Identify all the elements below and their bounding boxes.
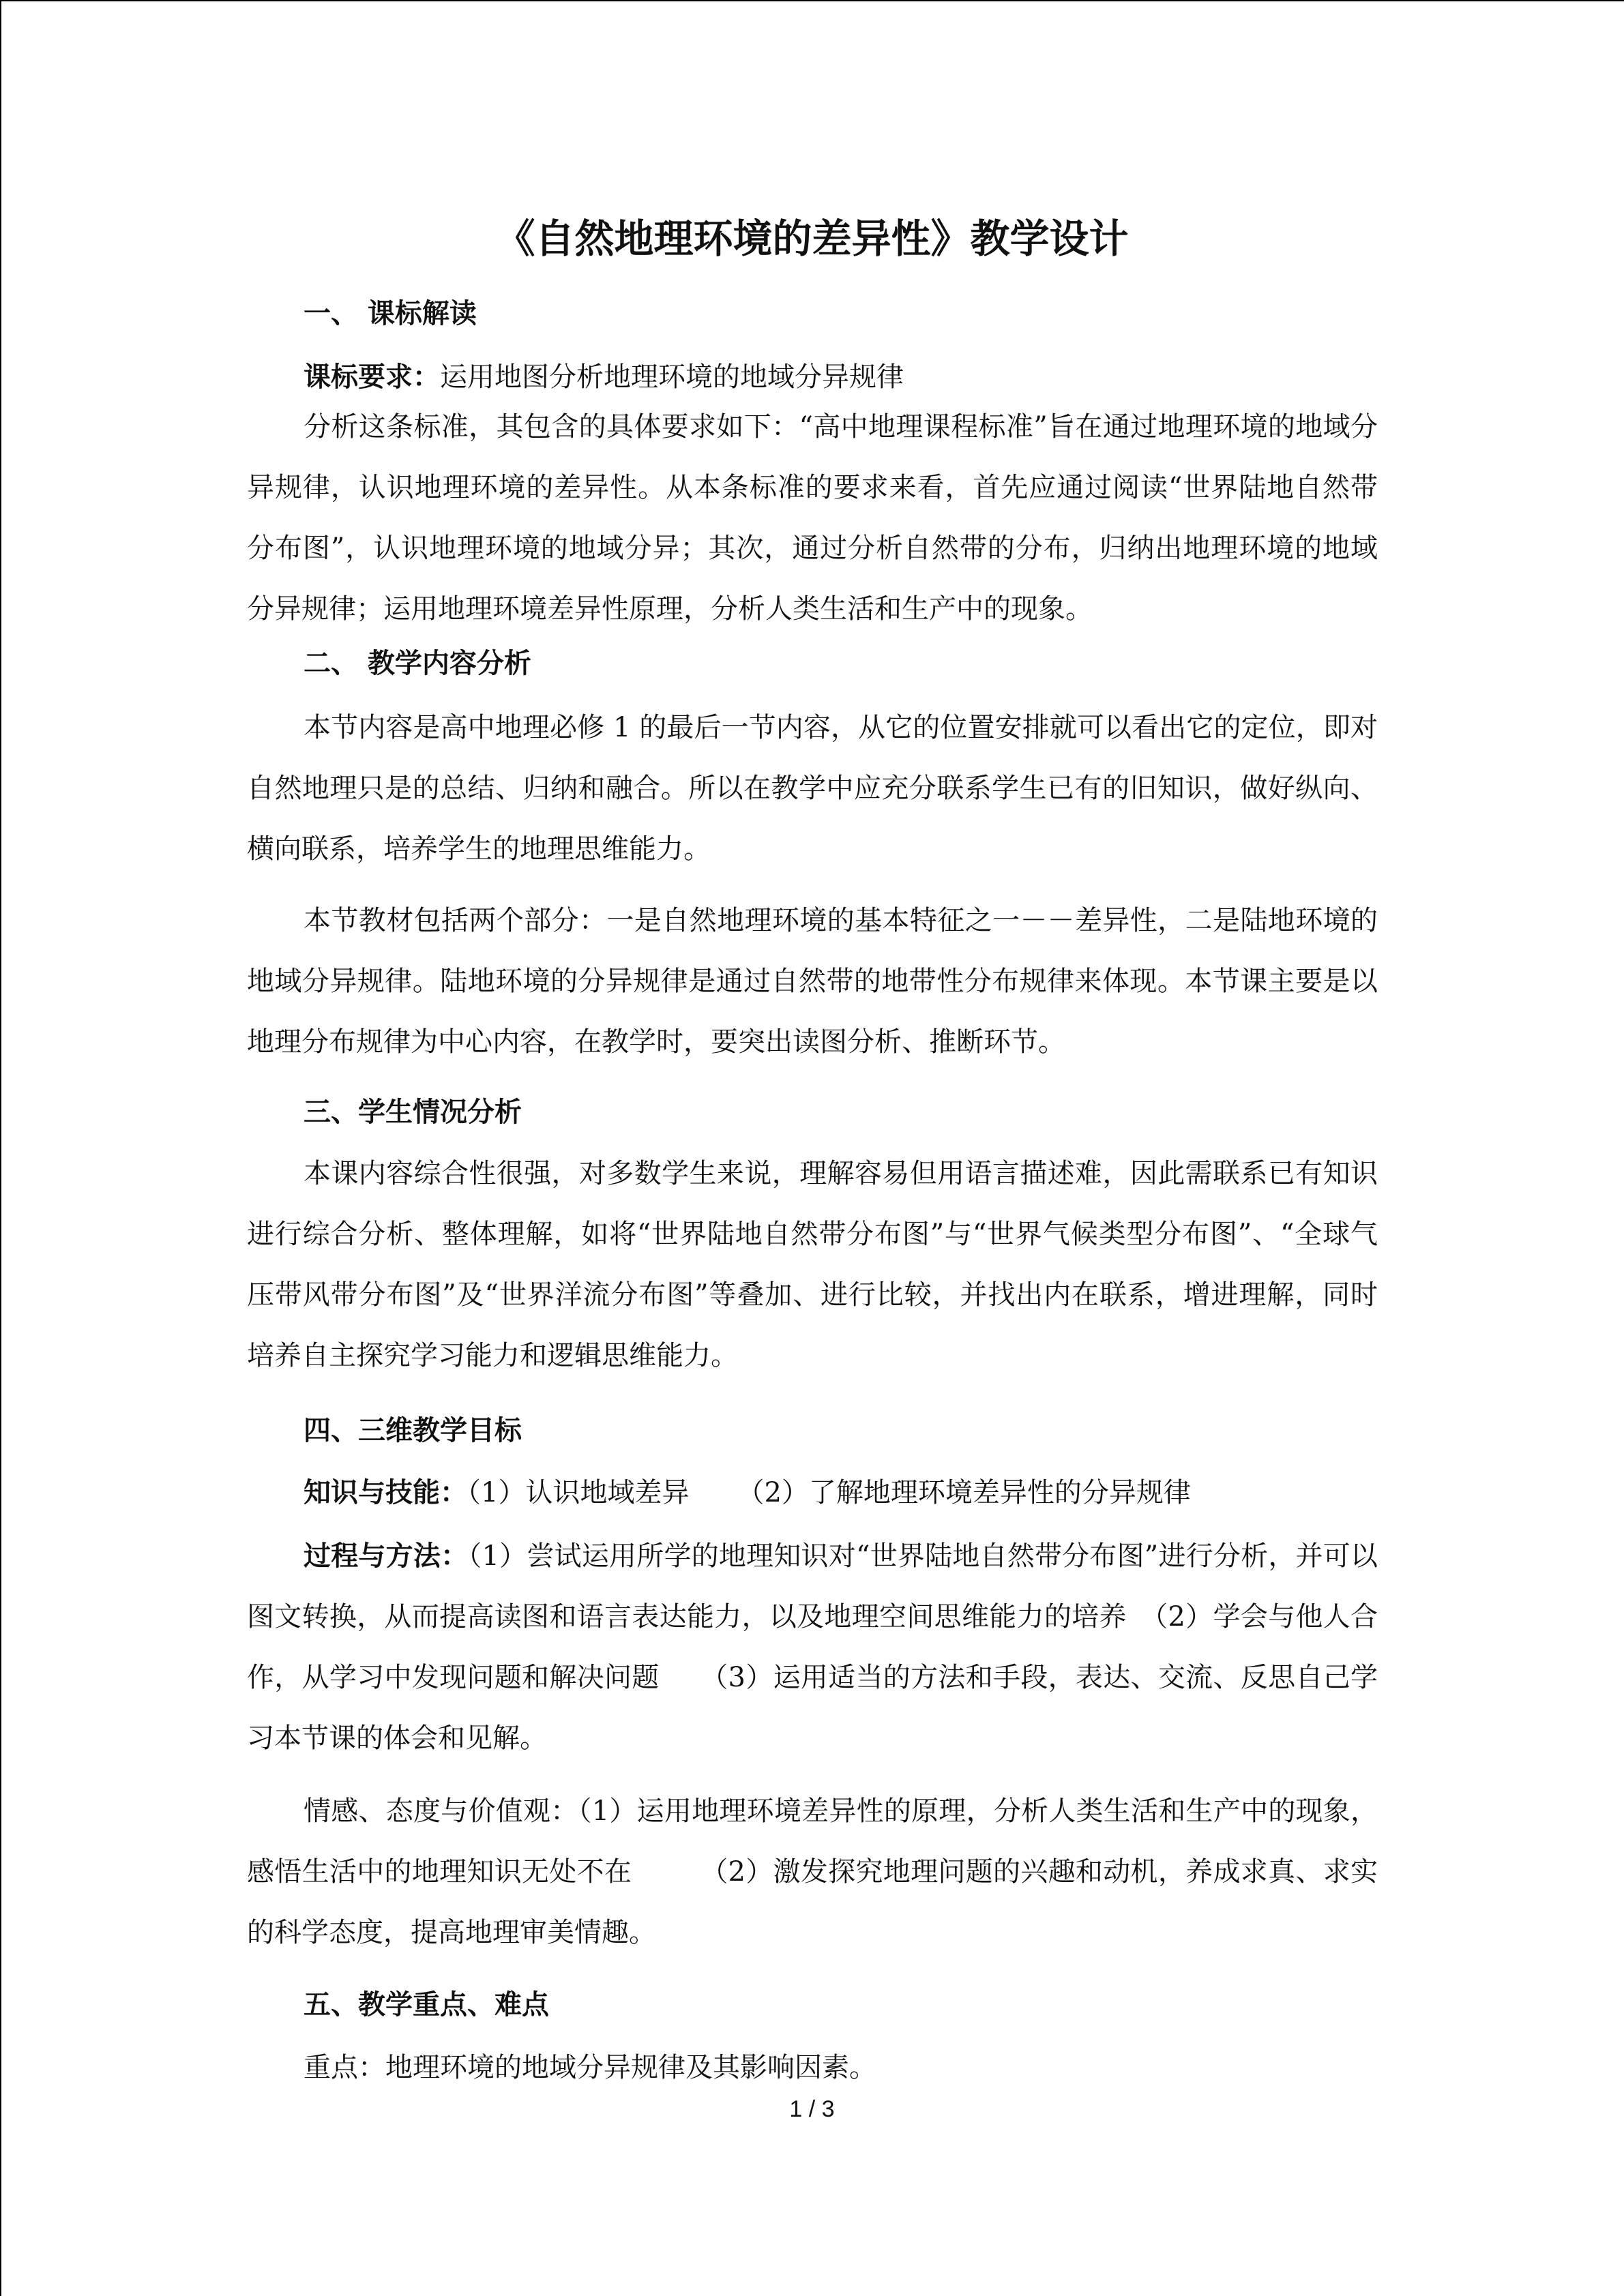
section-heading-objectives: 四、三维教学目标 [304,1415,522,1446]
key-point-text: 重点：地理环境的地域分异规律及其影响因素。 [304,2052,876,2083]
knowledge-label: 知识与技能： [304,1477,467,1508]
section-heading-student-analysis: 三、学生情况分析 [304,1097,522,1128]
knowledge-item-1: （1）认识地域差异 [467,1477,690,1508]
process-text: （1）尝试运用所学的地理知识对“世界陆地自然带分布图”进行分析，并可以图文转换，从而提高读图和语言表达能力，以及地理空间思维能力的培养 （2）学会与他人合作，从学习中发现问题和解决问题 （3）运用适当的方法和手段，表达、交流、反思自己学习本节课的体会和见解。 [247,1540,1378,1754]
requirement-text: 运用地图分析地理环境的地域分异规律 [440,361,904,393]
knowledge-item-2: （2）了解地理环境差异性的分异规律 [737,1477,1191,1508]
process-method-objective [247,1526,1378,1769]
process-label: 过程与方法： [304,1540,469,1572]
page-number: 1 / 3 [789,2096,835,2122]
student-analysis-paragraph: 本课内容综合性很强，对多数学生来说，理解容易但用语言描述难，因此需联系已有知识进行综合分析、整体理解，如将“世界陆地自然带分布图”与“世界气候类型分布图”、“全球气压带风带分布图”及“世界洋流分布图”等叠加、进行比较，并找出内在联系，增进理解，同时培养自主探究学习能力和逻辑思维能力。 [247,1158,1378,1371]
section-heading-key-points: 五、教学重点、难点 [304,1989,549,2021]
content-analysis-paragraph-2: 本节教材包括两个部分：一是自然地理环境的基本特征之一－－差异性，二是陆地环境的地域分异规律。陆地环境的分异规律是通过自然带的地带性分布规律来体现。本节课主要是以地理分布规律为中心内容，在教学时，要突出读图分析、推断环节。 [247,905,1378,1058]
document-title: 《自然地理环境的差异性》教学设计 [495,215,1129,262]
requirement-label: 课标要求： [304,361,440,393]
knowledge-skills-objective [247,1463,1378,1523]
section-heading-curriculum: 一、 课标解读 [304,298,477,329]
emotion-attitude-objective: 情感、态度与价值观：（1）运用地理环境差异性的原理，分析人类生活和生产中的现象，感悟生活中的地理知识无处不在 （2）激发探究地理问题的兴趣和动机，养成求真、求实的科学态度，提高地理审美情趣。 [247,1795,1378,1948]
content-analysis-paragraph-1: 本节内容是高中地理必修 1 的最后一节内容，从它的位置安排就可以看出它的定位，即对自然地理只是的总结、归纳和融合。所以在教学中应充分联系学生已有的旧知识，做好纵向、横向联系，培养学生的地理思维能力。 [247,712,1378,865]
curriculum-analysis-paragraph: 分析这条标准，其包含的具体要求如下：“高中地理课程标准”旨在通过地理环境的地域分异规律，认识地理环境的差异性。从本条标准的要求来看，首先应通过阅读“世界陆地自然带分布图”，认识地理环境的地域分异；其次，通过分析自然带的分布，归纳出地理环境的地域分异规律；运用地理环境差异性原理，分析人类生活和生产中的现象。 [247,411,1378,625]
section-heading-content-analysis: 二、 教学内容分析 [304,648,531,679]
